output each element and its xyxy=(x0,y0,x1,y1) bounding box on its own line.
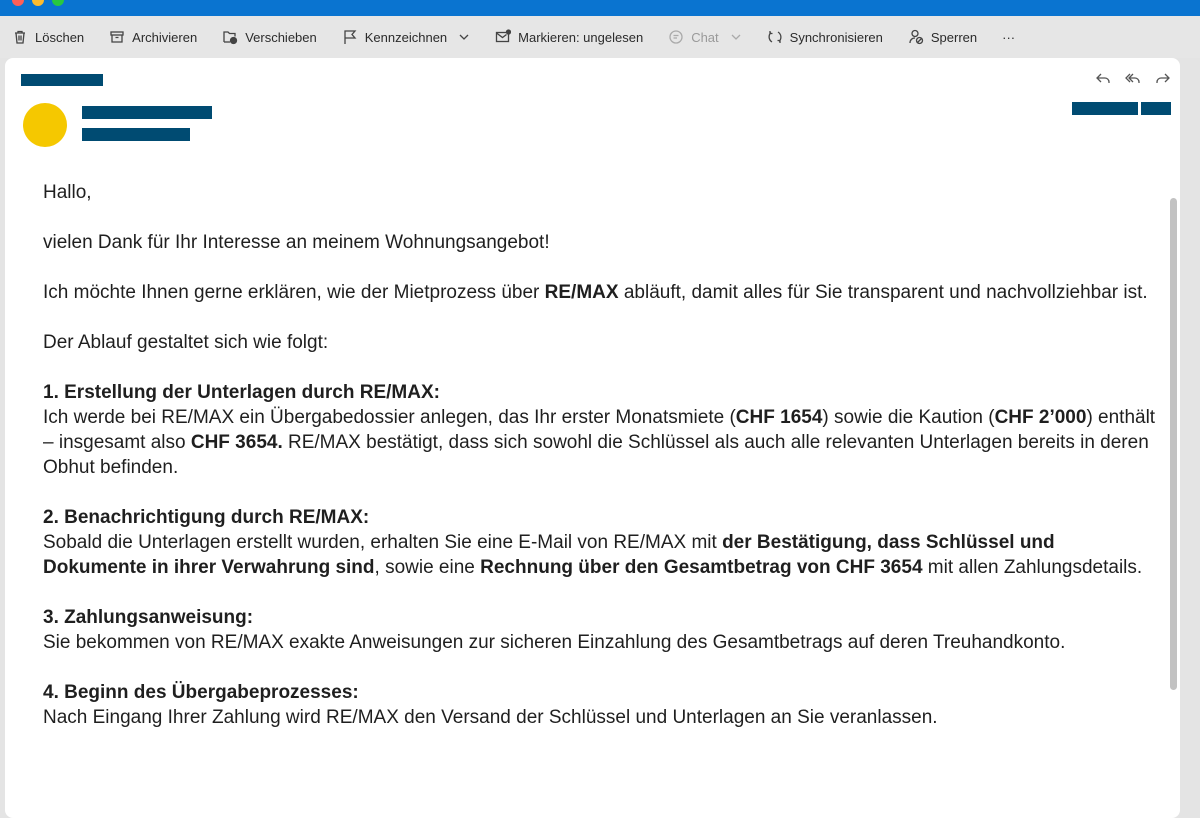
email-paragraph xyxy=(43,505,1158,580)
email-paragraph xyxy=(43,180,1158,205)
text: Ich möchte Ihnen gerne erklären, wie der Mietprozess über xyxy=(43,282,545,303)
mark-unread-button[interactable] xyxy=(495,29,643,45)
email-body xyxy=(43,180,1158,755)
bold-text: CHF 1654 xyxy=(735,407,823,428)
trash-icon xyxy=(12,29,28,45)
move-label: Verschieben xyxy=(245,29,317,45)
email-paragraph xyxy=(43,380,1158,480)
text: , sowie eine xyxy=(374,557,481,578)
more-options-button[interactable] xyxy=(1002,30,1015,45)
bold-text: 3. Zahlungsanweisung: xyxy=(43,607,254,628)
text: vielen Dank für Ihr Interesse an meinem Wohnungsangebot! xyxy=(43,232,550,253)
reply-icon[interactable] xyxy=(1094,70,1112,88)
email-paragraph xyxy=(43,230,1158,255)
archive-label: Archivieren xyxy=(132,29,198,45)
email-paragraph xyxy=(43,680,1158,730)
chevron-down-icon[interactable] xyxy=(458,31,470,43)
more-icon: ··· xyxy=(1002,29,1016,45)
move-button[interactable] xyxy=(222,29,317,45)
bold-text: CHF 2’000 xyxy=(994,407,1087,428)
toolbar xyxy=(0,16,1200,58)
text: Der Ablauf gestaltet sich wie folgt: xyxy=(43,332,329,353)
flag-button[interactable] xyxy=(342,29,470,45)
redacted-subject xyxy=(21,74,103,86)
mark-unread-label: Markieren: ungelesen xyxy=(518,29,644,45)
block-button[interactable] xyxy=(908,29,977,45)
text: Sobald die Unterlagen erstellt wurden, erhalten Sie eine E-Mail von RE/MAX mit xyxy=(43,532,723,553)
text: Hallo, xyxy=(43,182,92,203)
text: Nach Eingang Ihrer Zahlung wird RE/MAX den Versand der Schlüssel und Unterlagen an Sie veranlassen. xyxy=(43,707,938,728)
bold-text: der Bestätigung, dass Schlüssel und Dokumente in ihrer Verwahrung sind xyxy=(43,532,1055,578)
delete-label: Löschen xyxy=(35,29,85,45)
scrollbar[interactable] xyxy=(1170,198,1177,690)
chat-label: Chat xyxy=(691,29,719,45)
text: Sie bekommen von RE/MAX exakte Anweisungen zur sicheren Einzahlung des Gesamtbetrags auf deren Treuhandkonto. xyxy=(43,632,1066,653)
bold-text: CHF 3654. xyxy=(190,432,283,453)
bold-text: 1. Erstellung der Unterlagen durch RE/MAX: xyxy=(43,382,440,403)
text: ) sowie die Kaution ( xyxy=(822,407,995,428)
sync-button[interactable] xyxy=(767,29,883,45)
chat-icon xyxy=(668,29,684,45)
window-controls[interactable] xyxy=(12,0,64,6)
bold-text: Rechnung über den Gesamtbetrag von CHF 3654 xyxy=(480,557,923,578)
chevron-down-icon[interactable] xyxy=(730,31,742,43)
redacted-recipient xyxy=(82,128,190,141)
chat-button[interactable] xyxy=(668,29,741,45)
message-reading-pane xyxy=(5,58,1180,818)
sync-icon xyxy=(767,29,783,45)
text: RE/MAX bestätigt, dass sich sowohl die Schlüssel als auch alle relevanten Unterlagen bereits in deren Obhut befinden. xyxy=(43,432,1149,478)
text: mit allen Zahlungsdetails. xyxy=(922,557,1143,578)
bold-text: 2. Benachrichtigung durch RE/MAX: xyxy=(43,507,370,528)
email-paragraph xyxy=(43,280,1158,305)
redacted-time xyxy=(1141,102,1171,115)
redacted-date xyxy=(1072,102,1138,115)
window-titlebar xyxy=(0,0,1200,16)
flag-label: Kennzeichnen xyxy=(364,29,448,45)
message-actions xyxy=(1094,70,1172,88)
text: Ich werde bei RE/MAX ein Übergabedossier anlegen, das Ihr erster Monatsmiete ( xyxy=(43,407,736,428)
email-paragraph xyxy=(43,330,1158,355)
sender-avatar[interactable] xyxy=(23,103,67,147)
flag-icon xyxy=(342,29,358,45)
delete-button[interactable] xyxy=(12,29,84,45)
bold-text: 4. Beginn des Übergabeprozesses: xyxy=(43,682,359,703)
redacted-sender-name xyxy=(82,106,212,119)
close-window-button[interactable] xyxy=(12,0,24,6)
sync-label: Synchronisieren xyxy=(789,29,883,45)
text: abläuft, damit alles für Sie transparent und nachvollziehbar ist. xyxy=(618,282,1148,303)
bold-text: RE/MAX xyxy=(544,282,619,303)
archive-button[interactable] xyxy=(109,29,197,45)
email-paragraph xyxy=(43,605,1158,655)
forward-icon[interactable] xyxy=(1154,70,1172,88)
mail-unread-icon xyxy=(495,29,511,45)
archive-icon xyxy=(109,29,125,45)
move-folder-icon xyxy=(222,29,238,45)
text: ) enthält – insgesamt also xyxy=(43,407,1156,453)
block-label: Sperren xyxy=(930,29,978,45)
reply-all-icon[interactable] xyxy=(1124,70,1142,88)
minimize-window-button[interactable] xyxy=(32,0,44,6)
zoom-window-button[interactable] xyxy=(52,0,64,6)
block-user-icon xyxy=(908,29,924,45)
